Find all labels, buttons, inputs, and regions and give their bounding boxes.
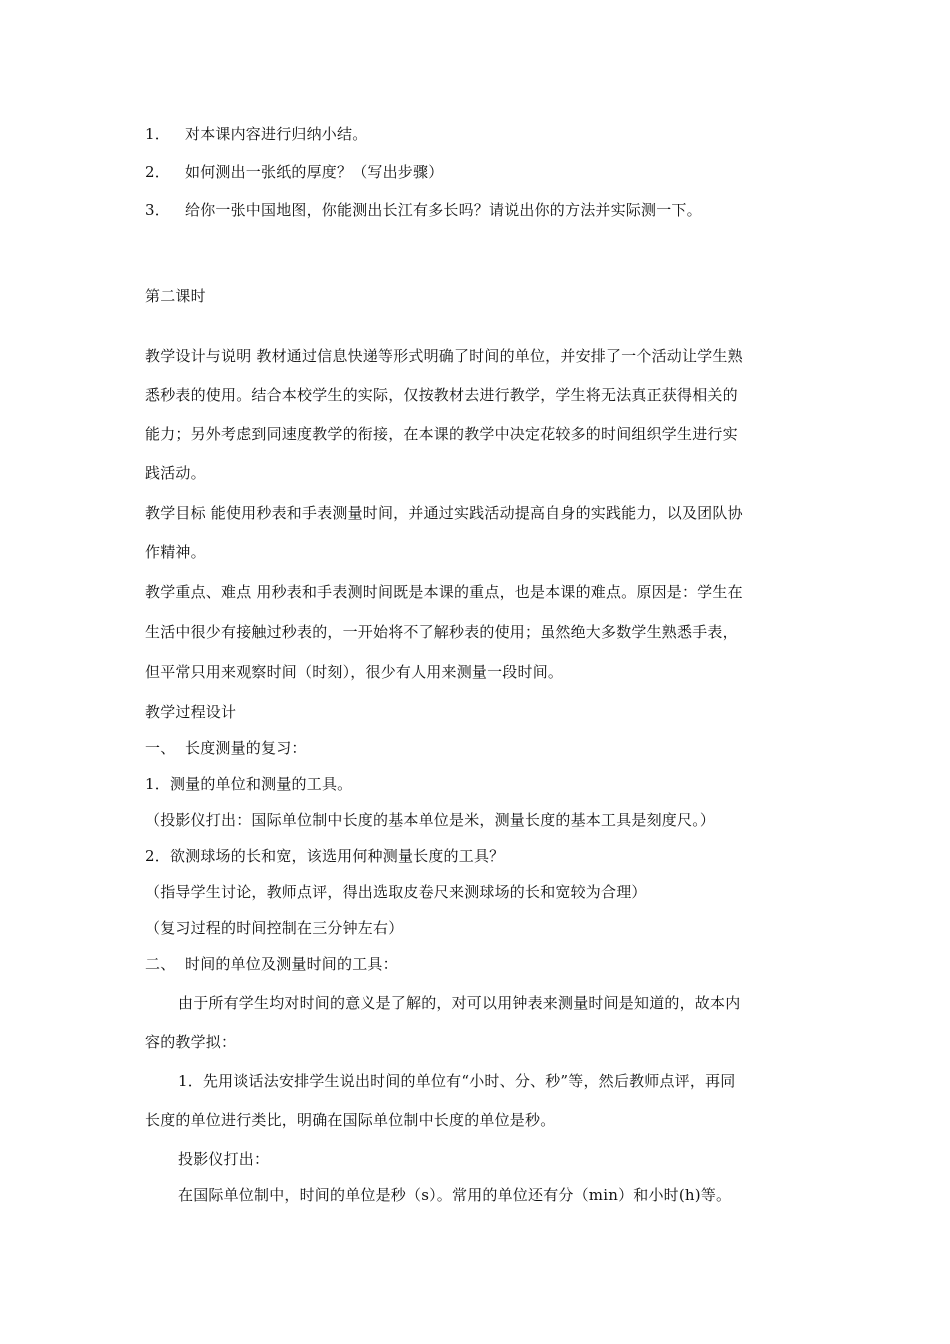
key-points-line: 但平常只用来观察时间（时刻），很少有人用来测量一段时间。 bbox=[145, 663, 564, 681]
summary-item-number: 2． bbox=[145, 163, 170, 181]
section-2-item-line: 1．先用谈话法安排学生说出时间的单位有“小时、分、秒”等，然后教师点评，再同 bbox=[178, 1072, 736, 1090]
design-line: 能力；另外考虑到同速度教学的衔接，在本课的教学中决定花较多的时间组织学生进行实 bbox=[145, 425, 738, 443]
summary-item-text: 对本课内容进行归纳小结。 bbox=[185, 125, 368, 143]
section-number: 一、 bbox=[145, 739, 176, 757]
section-2-item-line: 长度的单位进行类比，明确在国际单位制中长度的单位是秒。 bbox=[145, 1111, 556, 1129]
section-title: 长度测量的复习： bbox=[185, 739, 307, 757]
goal-line: 作精神。 bbox=[145, 543, 206, 561]
summary-item-text: 如何测出一张纸的厚度？（写出步骤） bbox=[185, 163, 444, 181]
section-1-note-1: （投影仪打出：国际单位制中长度的基本单位是米，测量长度的基本工具是刻度尺。） bbox=[145, 811, 716, 829]
design-line: 践活动。 bbox=[145, 464, 206, 482]
time-unit-statement: 在国际单位制中，时间的单位是秒（s）。常用的单位还有分（min）和小时(h)等。 bbox=[178, 1186, 732, 1204]
section-1-note-3: （复习过程的时间控制在三分钟左右） bbox=[145, 919, 404, 937]
key-points-line: 教学重点、难点 用秒表和手表测时间既是本课的重点，也是本课的难点。原因是：学生在 bbox=[145, 583, 743, 601]
section-1-item-2: 2．欲测球场的长和宽，该选用何种测量长度的工具？ bbox=[145, 847, 505, 865]
section-2-paragraph-line: 由于所有学生均对时间的意义是了解的，对可以用钟表来测量时间是知道的，故本内 bbox=[178, 994, 741, 1012]
section-title: 时间的单位及测量时间的工具： bbox=[185, 955, 398, 973]
section-number: 二、 bbox=[145, 955, 176, 973]
section-1-item-1: 1．测量的单位和测量的工具。 bbox=[145, 775, 353, 793]
design-line: 悉秒表的使用。结合本校学生的实际，仅按教材去进行教学，学生将无法真正获得相关的 bbox=[145, 386, 738, 404]
section-2-heading bbox=[145, 954, 825, 974]
lesson-title: 第二课时 bbox=[145, 287, 206, 305]
key-points-line: 生活中很少有接触过秒表的，一开始将不了解秒表的使用；虽然绝大多数学生熟悉手表， bbox=[145, 623, 738, 641]
summary-item-2 bbox=[145, 162, 825, 182]
section-1-heading bbox=[145, 738, 825, 758]
section-1-note-2: （指导学生讨论，教师点评，得出选取皮卷尺来测球场的长和宽较为合理） bbox=[145, 883, 647, 901]
process-heading: 教学过程设计 bbox=[145, 703, 237, 721]
summary-item-3 bbox=[145, 200, 825, 220]
goal-line: 教学目标 能使用秒表和手表测量时间，并通过实践活动提高自身的实践能力，以及团队协 bbox=[145, 504, 743, 522]
section-2-paragraph-line: 容的教学拟： bbox=[145, 1033, 237, 1051]
projector-label: 投影仪打出： bbox=[178, 1150, 270, 1168]
summary-item-1 bbox=[145, 124, 825, 144]
design-line: 教学设计与说明 教材通过信息快递等形式明确了时间的单位，并安排了一个活动让学生熟 bbox=[145, 347, 743, 365]
summary-item-number: 1． bbox=[145, 125, 170, 143]
summary-item-text: 给你一张中国地图，你能测出长江有多长吗？请说出你的方法并实际测一下。 bbox=[185, 201, 702, 219]
summary-item-number: 3． bbox=[145, 201, 170, 219]
